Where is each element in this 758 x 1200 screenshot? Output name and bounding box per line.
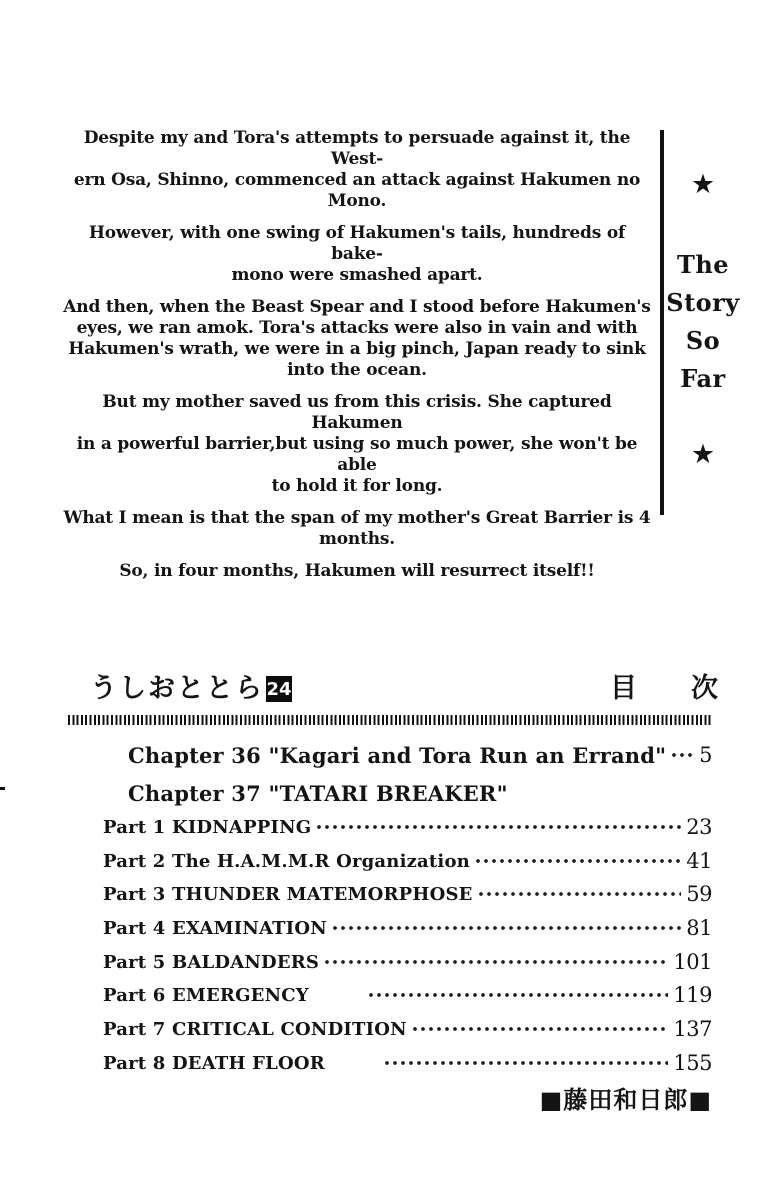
page-number: 137 bbox=[673, 1017, 712, 1041]
toc-row-part-4 bbox=[103, 915, 712, 941]
part-label: Part 5 BALDANDERS bbox=[103, 951, 320, 973]
dot-leader bbox=[474, 848, 681, 874]
story-paragraph bbox=[62, 223, 652, 286]
author-credit: ■藤田和日郎■ bbox=[539, 1086, 712, 1114]
story-line: Despite my and Tora's attempts to persuade against it, the West- bbox=[83, 128, 631, 169]
story-line: Mono. bbox=[327, 191, 387, 211]
story-paragraph bbox=[62, 508, 652, 550]
toc-row-part-3 bbox=[103, 881, 712, 907]
story-so-far-sidebar bbox=[662, 130, 744, 515]
dot-leader bbox=[383, 1050, 669, 1076]
story-paragraph bbox=[62, 128, 652, 212]
story-summary bbox=[62, 128, 652, 593]
toc-row-part-6 bbox=[103, 982, 712, 1008]
story-paragraph bbox=[62, 561, 652, 582]
part-label: Part 2 The H.A.M.M.R Organization bbox=[103, 850, 470, 872]
story-line: What I mean is that the span of my mother's Great Barrier is 4 bbox=[63, 508, 651, 528]
part-label: Part 7 CRITICAL CONDITION bbox=[103, 1018, 407, 1040]
page-number: 5 bbox=[699, 743, 712, 767]
dot-leader bbox=[331, 915, 681, 941]
toc-row-part-1 bbox=[103, 814, 712, 840]
part-label: Part 4 EXAMINATION bbox=[103, 917, 327, 939]
story-so-far-word: Story bbox=[666, 288, 740, 317]
contents-heading: 目 次 bbox=[610, 673, 718, 704]
star-icon: ★ bbox=[690, 439, 716, 470]
part-label: Part 6 EMERGENCY bbox=[103, 984, 309, 1006]
toc-row-part-7 bbox=[103, 1016, 712, 1042]
page-number: 81 bbox=[686, 916, 712, 940]
series-title: うしおととら bbox=[90, 673, 264, 704]
scan-artifact bbox=[0, 787, 5, 790]
story-line: in a powerful barrier,but using so much power, she won't be able bbox=[76, 434, 638, 475]
page-number: 119 bbox=[673, 983, 712, 1007]
story-so-far-word: The bbox=[676, 250, 730, 279]
page-number: 59 bbox=[686, 882, 712, 906]
dot-leader bbox=[477, 881, 682, 907]
toc-row-chapter-36 bbox=[128, 742, 712, 768]
story-so-far-word: Far bbox=[680, 364, 726, 393]
dot-leader bbox=[367, 982, 669, 1008]
toc-row-part-8 bbox=[103, 1050, 712, 1076]
story-line: mono were smashed apart. bbox=[231, 265, 483, 285]
dot-leader bbox=[323, 949, 668, 975]
page-number: 155 bbox=[673, 1051, 712, 1075]
dot-leader bbox=[670, 742, 694, 768]
toc-header bbox=[90, 672, 718, 706]
dot-leader bbox=[315, 814, 681, 840]
chapter-label: Chapter 36 "Kagari and Tora Run an Errand" bbox=[128, 742, 667, 768]
story-paragraph bbox=[62, 297, 652, 381]
toc-row-chapter-37 bbox=[128, 780, 712, 806]
part-label: Part 3 THUNDER MATEMORPHOSE bbox=[103, 883, 473, 905]
story-so-far-title bbox=[662, 246, 744, 398]
page-number: 101 bbox=[673, 950, 712, 974]
stripe-border bbox=[68, 715, 712, 725]
toc-header-left bbox=[90, 674, 292, 704]
page-number: 41 bbox=[686, 849, 712, 873]
volume-badge: 24 bbox=[266, 676, 292, 702]
story-line: Hakumen's wrath, we were in a big pinch, Japan ready to sink bbox=[68, 339, 646, 359]
story-line: However, with one swing of Hakumen's tails, hundreds of bake- bbox=[88, 223, 626, 264]
story-line: eyes, we ran amok. Tora's attacks were also in vain and with bbox=[76, 318, 638, 338]
story-line: But my mother saved us from this crisis. She captured Hakumen bbox=[102, 392, 612, 433]
dot-leader bbox=[411, 1016, 669, 1042]
story-line: And then, when the Beast Spear and I stood before Hakumen's bbox=[63, 297, 651, 317]
toc-row-part-5 bbox=[103, 949, 712, 975]
story-paragraph bbox=[62, 392, 652, 497]
story-line: into the ocean. bbox=[287, 360, 427, 380]
story-line: So, in four months, Hakumen will resurrect itself!! bbox=[119, 561, 595, 581]
star-icon: ★ bbox=[690, 169, 716, 200]
part-label: Part 1 KIDNAPPING bbox=[103, 816, 312, 838]
part-label: Part 8 DEATH FLOOR bbox=[103, 1052, 325, 1074]
toc-row-part-2 bbox=[103, 848, 712, 874]
story-so-far-word: So bbox=[685, 326, 721, 355]
page-number: 23 bbox=[686, 815, 712, 839]
story-line: months. bbox=[319, 529, 395, 549]
story-line: ern Osa, Shinno, commenced an attack against Hakumen no bbox=[73, 170, 641, 190]
chapter-label: Chapter 37 "TATARI BREAKER" bbox=[128, 780, 508, 806]
story-line: to hold it for long. bbox=[271, 476, 443, 496]
